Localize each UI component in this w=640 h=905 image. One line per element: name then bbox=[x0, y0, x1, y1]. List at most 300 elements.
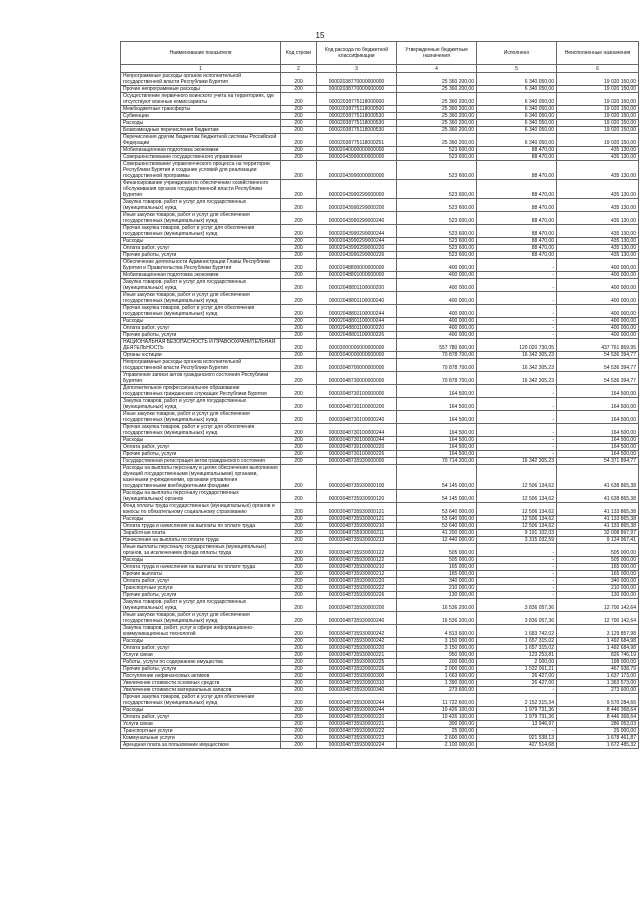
row-line-code: 200 bbox=[281, 127, 317, 134]
row-name: Транспортные услуги bbox=[121, 585, 281, 592]
row-name: Коммунальные услуги bbox=[121, 735, 281, 742]
row-approved: 16 536 200,00 bbox=[397, 612, 477, 625]
row-line-code: 200 bbox=[281, 437, 317, 444]
column-index: 5 bbox=[477, 65, 557, 73]
row-budget-code: 00003048735930000100 bbox=[317, 465, 397, 490]
row-budget-code: 00002043990299000200 bbox=[317, 199, 397, 212]
row-unexecuted: 19 020 150,00 bbox=[557, 134, 639, 147]
row-line-code: 200 bbox=[281, 659, 317, 666]
row-line-code: 200 bbox=[281, 571, 317, 578]
row-executed: - bbox=[477, 411, 557, 424]
row-name: Расходы bbox=[121, 557, 281, 564]
row-line-code: 200 bbox=[281, 458, 317, 465]
row-line-code: 200 bbox=[281, 385, 317, 398]
row-executed: - bbox=[477, 272, 557, 279]
table-row bbox=[121, 444, 639, 451]
row-name: Оплата труда и начисления на выплаты по оплате труда bbox=[121, 523, 281, 530]
row-name: Мобилизационная подготовка экономики bbox=[121, 147, 281, 154]
row-budget-code: 00002048801100000200 bbox=[317, 279, 397, 292]
row-budget-code: 00002038775118000530 bbox=[317, 113, 397, 120]
table-row bbox=[121, 544, 639, 557]
row-unexecuted: 19 020 150,00 bbox=[557, 120, 639, 127]
table-row bbox=[121, 659, 639, 666]
row-name: Оплата работ, услуг bbox=[121, 325, 281, 332]
row-executed: - bbox=[477, 585, 557, 592]
row-unexecuted: 164 500,00 bbox=[557, 398, 639, 411]
row-unexecuted: 54 536 394,77 bbox=[557, 359, 639, 372]
row-approved: 54 145 000,00 bbox=[397, 465, 477, 490]
row-unexecuted: 505 000,00 bbox=[557, 557, 639, 564]
row-line-code: 200 bbox=[281, 564, 317, 571]
row-unexecuted: 198 000,00 bbox=[557, 659, 639, 666]
row-executed: 1 532 061,21 bbox=[477, 666, 557, 673]
row-executed: 6 340 050,00 bbox=[477, 120, 557, 127]
row-budget-code: 00002043990000000000 bbox=[317, 161, 397, 180]
row-budget-code: 00003040000000000000 bbox=[317, 352, 397, 359]
row-line-code: 200 bbox=[281, 279, 317, 292]
header-budget-code: Код расхода по бюджетной классификации bbox=[317, 42, 397, 65]
table-row bbox=[121, 212, 639, 225]
row-name: Расходы bbox=[121, 707, 281, 714]
row-approved: 165 000,00 bbox=[397, 571, 477, 578]
row-budget-code: 00003048735930000300 bbox=[317, 673, 397, 680]
row-unexecuted: 41 133 865,38 bbox=[557, 503, 639, 516]
row-budget-code: 00003048735930000242 bbox=[317, 625, 397, 638]
row-unexecuted: 437 761 869,95 bbox=[557, 339, 639, 352]
row-executed: 88 470,00 bbox=[477, 147, 557, 154]
row-name: Прочие работы, услуги bbox=[121, 332, 281, 339]
row-executed: 1 657 315,02 bbox=[477, 645, 557, 652]
column-index: 3 bbox=[317, 65, 397, 73]
table-row bbox=[121, 339, 639, 352]
row-unexecuted: 164 500,00 bbox=[557, 437, 639, 444]
row-budget-code: 00003048735930000121 bbox=[317, 516, 397, 523]
row-approved: 505 000,00 bbox=[397, 544, 477, 557]
row-approved: 210 000,00 bbox=[397, 585, 477, 592]
row-executed: - bbox=[477, 571, 557, 578]
row-budget-code: 00003048735930000200 bbox=[317, 599, 397, 612]
row-line-code: 200 bbox=[281, 292, 317, 305]
header-unexecuted: Неисполненные назначения bbox=[557, 42, 639, 65]
row-line-code: 200 bbox=[281, 503, 317, 516]
row-line-code: 200 bbox=[281, 225, 317, 238]
row-budget-code: 00003048735930000220 bbox=[317, 578, 397, 585]
row-name: Прочие работы, услуги bbox=[121, 592, 281, 599]
row-line-code: 200 bbox=[281, 154, 317, 161]
row-executed: - bbox=[477, 398, 557, 411]
row-budget-code: 00003048735930000120 bbox=[317, 490, 397, 503]
row-name: Прочая закупка товаров, работ и услуг для обеспечения государственных (муниципальных) нужд bbox=[121, 424, 281, 437]
row-approved: 70 878 700,00 bbox=[397, 352, 477, 359]
table-row bbox=[121, 147, 639, 154]
row-approved: 523 600,00 bbox=[397, 225, 477, 238]
row-executed: 1 683 742,02 bbox=[477, 625, 557, 638]
row-unexecuted: 165 000,00 bbox=[557, 564, 639, 571]
row-executed: - bbox=[477, 332, 557, 339]
row-unexecuted: 1 363 573,00 bbox=[557, 680, 639, 687]
row-unexecuted: 505 000,00 bbox=[557, 544, 639, 557]
row-unexecuted: 8 446 368,64 bbox=[557, 714, 639, 721]
row-name: Прочие работы, услуги bbox=[121, 252, 281, 259]
row-line-code: 200 bbox=[281, 721, 317, 728]
table-row bbox=[121, 571, 639, 578]
row-approved: 523 600,00 bbox=[397, 154, 477, 161]
table-row bbox=[121, 516, 639, 523]
table-row bbox=[121, 557, 639, 564]
row-name: Прочие работы, услуги bbox=[121, 451, 281, 458]
row-executed: 6 340 050,00 bbox=[477, 127, 557, 134]
row-name: Расходы bbox=[121, 516, 281, 523]
table-row bbox=[121, 666, 639, 673]
row-executed: 26 427,00 bbox=[477, 673, 557, 680]
row-approved: 3 150 000,00 bbox=[397, 645, 477, 652]
row-line-code: 200 bbox=[281, 728, 317, 735]
table-row bbox=[121, 154, 639, 161]
table-row bbox=[121, 707, 639, 714]
row-approved: 523 600,00 bbox=[397, 147, 477, 154]
row-approved: 16 536 200,00 bbox=[397, 599, 477, 612]
row-unexecuted: 400 000,00 bbox=[557, 332, 639, 339]
row-line-code: 200 bbox=[281, 673, 317, 680]
header-approved: Утвержденные бюджетные назначения bbox=[397, 42, 477, 65]
row-approved: 273 600,00 bbox=[397, 687, 477, 694]
table-row bbox=[121, 332, 639, 339]
table-row bbox=[121, 638, 639, 645]
row-line-code: 200 bbox=[281, 578, 317, 585]
row-executed: 13 946,97 bbox=[477, 721, 557, 728]
table-row bbox=[121, 225, 639, 238]
table-row bbox=[121, 599, 639, 612]
row-executed: - bbox=[477, 592, 557, 599]
row-name: Оплата работ, услуг bbox=[121, 245, 281, 252]
row-unexecuted: 400 000,00 bbox=[557, 325, 639, 332]
row-budget-code: 00002038775118000500 bbox=[317, 106, 397, 113]
row-name: Иные закупки товаров, работ и услуг для обеспечения государственных (муниципальных) нужд bbox=[121, 292, 281, 305]
row-line-code: 200 bbox=[281, 372, 317, 385]
row-budget-code: 00003048735930000244 bbox=[317, 694, 397, 707]
row-name: Прочие выплаты bbox=[121, 571, 281, 578]
table-row bbox=[121, 424, 639, 437]
row-unexecuted: 435 130,00 bbox=[557, 199, 639, 212]
row-name: Совершенствование государственного управления bbox=[121, 154, 281, 161]
row-line-code: 200 bbox=[281, 465, 317, 490]
row-executed: 16 342 305,23 bbox=[477, 372, 557, 385]
row-executed: 120 020 730,05 bbox=[477, 339, 557, 352]
row-approved: 3 150 000,00 bbox=[397, 638, 477, 645]
row-budget-code: 00003048730100000220 bbox=[317, 444, 397, 451]
row-line-code: 200 bbox=[281, 411, 317, 424]
row-approved: 164 500,00 bbox=[397, 398, 477, 411]
row-budget-code: 00002038770000000000 bbox=[317, 86, 397, 93]
row-budget-code: 00002043990299000226 bbox=[317, 252, 397, 259]
row-unexecuted: 19 020 150,00 bbox=[557, 73, 639, 86]
row-unexecuted: 1 672 485,32 bbox=[557, 742, 639, 749]
row-executed: 16 342 305,23 bbox=[477, 352, 557, 359]
row-name: Оплата работ, услуг bbox=[121, 714, 281, 721]
row-name: Непрограммные расходы органов исполнительной государственной власти Республики Бурятия bbox=[121, 73, 281, 86]
row-executed: - bbox=[477, 451, 557, 458]
row-unexecuted: 1 492 684,98 bbox=[557, 645, 639, 652]
row-line-code: 200 bbox=[281, 516, 317, 523]
row-approved: 25 360 200,00 bbox=[397, 120, 477, 127]
row-unexecuted: 12 700 142,64 bbox=[557, 599, 639, 612]
row-line-code: 200 bbox=[281, 359, 317, 372]
row-approved: 400 000,00 bbox=[397, 325, 477, 332]
row-line-code: 200 bbox=[281, 86, 317, 93]
row-name: Закупка товаров, работ и услуг для государственных (муниципальных) нужд bbox=[121, 398, 281, 411]
row-unexecuted: 12 700 142,64 bbox=[557, 612, 639, 625]
row-executed: 3 836 057,36 bbox=[477, 599, 557, 612]
row-budget-code: 00003048735930000310 bbox=[317, 680, 397, 687]
row-executed: 12 506 134,62 bbox=[477, 523, 557, 530]
table-row bbox=[121, 742, 639, 749]
row-unexecuted: 273 600,00 bbox=[557, 687, 639, 694]
row-name: Закупка товаров, работ и услуг для государственных (муниципальных) нужд bbox=[121, 279, 281, 292]
row-executed: 88 470,00 bbox=[477, 252, 557, 259]
row-executed: 6 340 050,00 bbox=[477, 86, 557, 93]
row-executed: - bbox=[477, 564, 557, 571]
row-executed: - bbox=[477, 444, 557, 451]
row-budget-code: 00003048735930000226 bbox=[317, 666, 397, 673]
row-executed: 2 152 315,34 bbox=[477, 694, 557, 707]
row-approved: 164 500,00 bbox=[397, 411, 477, 424]
row-executed: 12 506 134,62 bbox=[477, 516, 557, 523]
row-unexecuted: 435 130,00 bbox=[557, 154, 639, 161]
row-name: Транспортные услуги bbox=[121, 728, 281, 735]
row-line-code: 200 bbox=[281, 305, 317, 318]
row-approved: 130 000,00 bbox=[397, 592, 477, 599]
row-approved: 53 640 000,00 bbox=[397, 516, 477, 523]
row-approved: 164 500,00 bbox=[397, 437, 477, 444]
row-name: Совершенствование управленческого процесса на территории Республики Бурятия и создание условий для реализации государственной программы bbox=[121, 161, 281, 180]
row-budget-code: 00002043990000000000 bbox=[317, 154, 397, 161]
row-executed: 12 506 134,62 bbox=[477, 503, 557, 516]
row-budget-code: 00003048730000000000 bbox=[317, 372, 397, 385]
row-line-code: 200 bbox=[281, 599, 317, 612]
row-executed: - bbox=[477, 305, 557, 318]
row-approved: 200 000,00 bbox=[397, 659, 477, 666]
row-name: Оплата труда и начисления на выплаты по оплате труда bbox=[121, 564, 281, 571]
row-unexecuted: 19 020 150,00 bbox=[557, 93, 639, 106]
row-name: Иные закупки товаров, работ и услуг для обеспечения государственных (муниципальных) нужд bbox=[121, 612, 281, 625]
row-budget-code: 00002043990299000244 bbox=[317, 238, 397, 245]
page-number: 15 bbox=[315, 31, 325, 40]
table-row bbox=[121, 259, 639, 272]
row-approved: 505 000,00 bbox=[397, 557, 477, 564]
table-row bbox=[121, 585, 639, 592]
row-approved: 523 600,00 bbox=[397, 161, 477, 180]
row-unexecuted: 54 371 894,77 bbox=[557, 458, 639, 465]
row-executed: - bbox=[477, 728, 557, 735]
row-name: Увеличение стоимости основных средств bbox=[121, 680, 281, 687]
row-name: Государственная регистрация актов гражданского состояния bbox=[121, 458, 281, 465]
row-unexecuted: 210 000,00 bbox=[557, 585, 639, 592]
row-budget-code: 00002048801100000240 bbox=[317, 292, 397, 305]
row-name: Прочая закупка товаров, работ и услуг для обеспечения государственных (муниципальных) нужд bbox=[121, 305, 281, 318]
header-indicator-name: Наименование показателя bbox=[121, 42, 281, 65]
row-approved: 70 714 200,00 bbox=[397, 458, 477, 465]
row-unexecuted: 19 020 150,00 bbox=[557, 113, 639, 120]
row-approved: 2 000 000,00 bbox=[397, 666, 477, 673]
row-line-code: 200 bbox=[281, 180, 317, 199]
row-approved: 70 878 700,00 bbox=[397, 372, 477, 385]
row-line-code: 200 bbox=[281, 325, 317, 332]
row-unexecuted: 130 000,00 bbox=[557, 592, 639, 599]
row-budget-code: 00003048735930000244 bbox=[317, 707, 397, 714]
table-row bbox=[121, 180, 639, 199]
row-unexecuted: 1 637 173,00 bbox=[557, 673, 639, 680]
row-line-code: 200 bbox=[281, 537, 317, 544]
table-row bbox=[121, 490, 639, 503]
row-approved: 1 663 600,00 bbox=[397, 673, 477, 680]
row-executed: 123 253,81 bbox=[477, 652, 557, 659]
row-unexecuted: 54 536 394,77 bbox=[557, 352, 639, 359]
row-approved: 400 000,00 bbox=[397, 259, 477, 272]
row-executed: 1 657 315,02 bbox=[477, 638, 557, 645]
row-unexecuted: 164 500,00 bbox=[557, 451, 639, 458]
row-budget-code: 00003048730100000200 bbox=[317, 398, 397, 411]
row-unexecuted: 1 678 461,87 bbox=[557, 735, 639, 742]
row-unexecuted: 435 130,00 bbox=[557, 245, 639, 252]
row-line-code: 200 bbox=[281, 106, 317, 113]
row-executed: 16 342 305,23 bbox=[477, 359, 557, 372]
row-approved: 523 600,00 bbox=[397, 245, 477, 252]
row-unexecuted: 164 500,00 bbox=[557, 385, 639, 398]
row-executed: 88 470,00 bbox=[477, 180, 557, 199]
table-row bbox=[121, 318, 639, 325]
table-row bbox=[121, 523, 639, 530]
row-unexecuted: 8 446 368,64 bbox=[557, 707, 639, 714]
row-approved: 523 600,00 bbox=[397, 199, 477, 212]
row-name: Оплата работ, услуг bbox=[121, 578, 281, 585]
row-line-code: 200 bbox=[281, 398, 317, 411]
table-row bbox=[121, 503, 639, 516]
row-name: Прочая закупка товаров, работ и услуг для обеспечения государственных (муниципальных) нужд bbox=[121, 225, 281, 238]
row-executed: - bbox=[477, 557, 557, 564]
row-approved: 25 360 200,00 bbox=[397, 86, 477, 93]
row-executed: 921 538,13 bbox=[477, 735, 557, 742]
row-executed: 9 191 102,03 bbox=[477, 530, 557, 537]
row-unexecuted: 3 129 857,98 bbox=[557, 625, 639, 638]
row-name: Иные выплаты персоналу государственных (муниципальных) органов, за исключением фонда оплаты труда bbox=[121, 544, 281, 557]
row-budget-code: 00003048735930000220 bbox=[317, 714, 397, 721]
row-name: Оплата работ, услуг bbox=[121, 444, 281, 451]
table-row bbox=[121, 106, 639, 113]
table-row bbox=[121, 73, 639, 86]
table-row bbox=[121, 238, 639, 245]
row-line-code: 200 bbox=[281, 424, 317, 437]
row-line-code: 200 bbox=[281, 680, 317, 687]
row-approved: 164 500,00 bbox=[397, 444, 477, 451]
row-budget-code: 00003048735930000122 bbox=[317, 544, 397, 557]
row-budget-code: 00003048735930000222 bbox=[317, 728, 397, 735]
row-line-code: 200 bbox=[281, 73, 317, 86]
row-line-code: 200 bbox=[281, 113, 317, 120]
row-name: Фонд оплаты труда государственных (муниципальных) органов и взносы по обязательному социальному страхованию bbox=[121, 503, 281, 516]
row-unexecuted: 41 133 865,38 bbox=[557, 516, 639, 523]
row-unexecuted: 1 492 684,98 bbox=[557, 638, 639, 645]
row-approved: 25 360 200,00 bbox=[397, 106, 477, 113]
row-executed: 6 340 050,00 bbox=[477, 73, 557, 86]
row-unexecuted: 435 130,00 bbox=[557, 225, 639, 238]
row-executed: - bbox=[477, 292, 557, 305]
row-executed: - bbox=[477, 544, 557, 557]
row-approved: 12 440 000,00 bbox=[397, 537, 477, 544]
table-row bbox=[121, 735, 639, 742]
row-executed: 6 340 050,00 bbox=[477, 134, 557, 147]
row-unexecuted: 164 500,00 bbox=[557, 411, 639, 424]
row-unexecuted: 435 130,00 bbox=[557, 180, 639, 199]
row-name: Непрограммные расходы органов исполнительной государственной власти Республики Бурятия bbox=[121, 359, 281, 372]
header-row bbox=[121, 42, 639, 65]
row-executed: 1 979 731,36 bbox=[477, 707, 557, 714]
row-budget-code: 00003048735930000221 bbox=[317, 721, 397, 728]
table-row bbox=[121, 411, 639, 424]
row-unexecuted: 467 938,79 bbox=[557, 666, 639, 673]
row-budget-code: 00002043990299000244 bbox=[317, 225, 397, 238]
row-approved: 2 600 000,00 bbox=[397, 735, 477, 742]
table-row bbox=[121, 721, 639, 728]
row-line-code: 200 bbox=[281, 199, 317, 212]
budget-execution-table bbox=[120, 41, 639, 749]
row-budget-code: 00003048735930000210 bbox=[317, 523, 397, 530]
column-index: 6 bbox=[557, 65, 639, 73]
row-name: Арендная плата за пользование имуществом bbox=[121, 742, 281, 749]
row-executed: 88 470,00 bbox=[477, 199, 557, 212]
row-unexecuted: 435 130,00 bbox=[557, 238, 639, 245]
row-line-code: 200 bbox=[281, 544, 317, 557]
table-row bbox=[121, 714, 639, 721]
table-row bbox=[121, 625, 639, 638]
row-unexecuted: 400 000,00 bbox=[557, 292, 639, 305]
row-unexecuted: 19 020 150,00 bbox=[557, 127, 639, 134]
row-approved: 53 640 000,00 bbox=[397, 523, 477, 530]
row-name: Закупка товаров, работ, услуг в сфере информационно-коммуникационных технологий bbox=[121, 625, 281, 638]
row-line-code: 200 bbox=[281, 687, 317, 694]
table-row bbox=[121, 465, 639, 490]
row-approved: 400 000,00 bbox=[397, 318, 477, 325]
row-budget-code: 00003048735930000210 bbox=[317, 564, 397, 571]
row-budget-code: 00003048735930000224 bbox=[317, 742, 397, 749]
row-approved: 25 360 200,00 bbox=[397, 134, 477, 147]
row-name: Расходы на выплаты персоналу государственных (муниципальных) органов bbox=[121, 490, 281, 503]
row-line-code: 200 bbox=[281, 652, 317, 659]
row-budget-code: 00003048735930000220 bbox=[317, 645, 397, 652]
table-row bbox=[121, 530, 639, 537]
row-name: Межбюджетные трансферты bbox=[121, 106, 281, 113]
row-unexecuted: 32 008 897,97 bbox=[557, 530, 639, 537]
row-budget-code: 00003048730100000244 bbox=[317, 437, 397, 444]
row-approved: 53 640 000,00 bbox=[397, 503, 477, 516]
row-line-code: 200 bbox=[281, 557, 317, 564]
row-name: Безвозмездные перечисления бюджетам bbox=[121, 127, 281, 134]
row-unexecuted: 286 053,03 bbox=[557, 721, 639, 728]
row-name: Прочая закупка товаров, работ и услуг для обеспечения государственных (муниципальных) нужд bbox=[121, 694, 281, 707]
row-budget-code: 00002048801100000226 bbox=[317, 332, 397, 339]
row-budget-code: 00003048735930000122 bbox=[317, 557, 397, 564]
row-name: Финансирование учреждения по обеспечению хозяйственного обслуживания органов государственной власти Республики Бурятия bbox=[121, 180, 281, 199]
row-executed: 6 340 050,00 bbox=[477, 93, 557, 106]
row-name: Управление записи актов гражданского состояния Республики Бурятия bbox=[121, 372, 281, 385]
row-approved: 300 000,00 bbox=[397, 721, 477, 728]
row-approved: 557 780 600,00 bbox=[397, 339, 477, 352]
row-approved: 25 000,00 bbox=[397, 728, 477, 735]
row-unexecuted: 826 746,19 bbox=[557, 652, 639, 659]
row-approved: 2 100 000,00 bbox=[397, 742, 477, 749]
row-name: Услуги связи bbox=[121, 652, 281, 659]
row-approved: 11 722 600,00 bbox=[397, 694, 477, 707]
row-name: Расходы на выплаты персоналу в целях обеспечения выполнения функций государственными (муниципальными) органами, казенными учреждениями, органами управления государственными внебюджетными фондами bbox=[121, 465, 281, 490]
